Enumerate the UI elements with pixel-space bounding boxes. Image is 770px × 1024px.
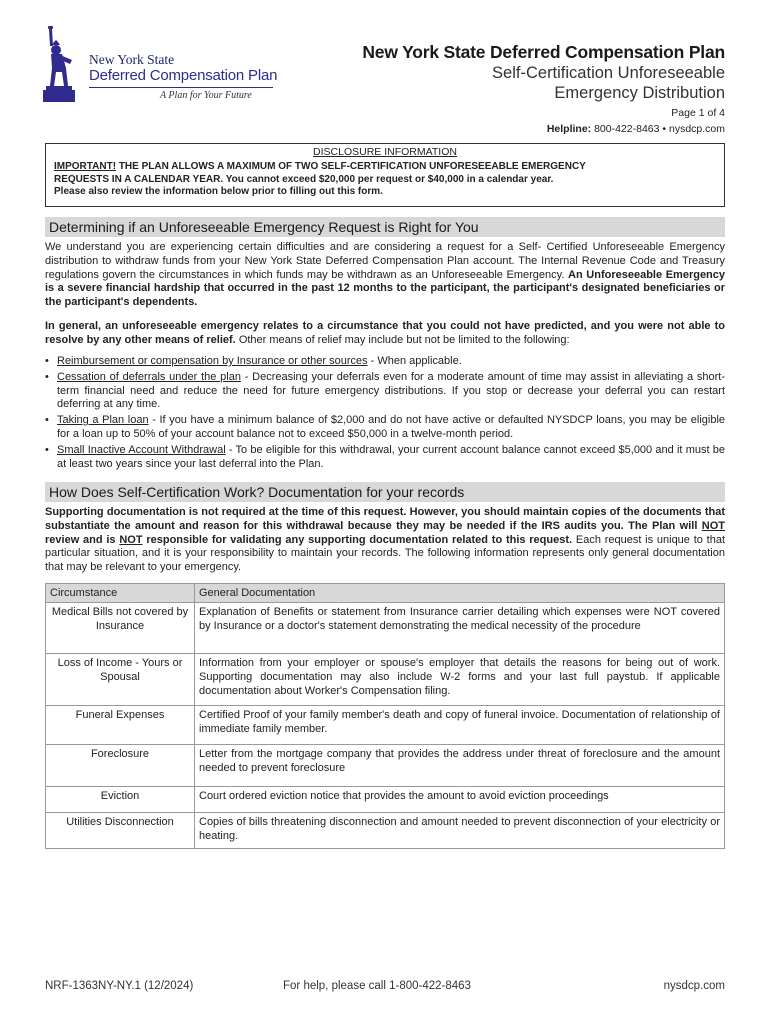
page-label: Page — [671, 107, 696, 119]
para1-definition: An Unforeseeable Emergency is a severe financial hardship that occurred in the past 12 months to the participant, the participant's designated beneficiaries or the participant's dependents. — [45, 268, 726, 309]
document-subtitle-line1: Self-Certification Unforeseeable — [492, 64, 725, 82]
circumstance-cell: Utilities Disconnection — [46, 813, 195, 849]
table-row — [46, 654, 725, 706]
documentation-cell: Explanation of Benefits or statement from Insurance carrier detailing which expenses were NOT covered by Insurance or a doctor's statement demonstrating the medical necessity of the procedure — [195, 603, 725, 654]
column-header-documentation: General Documentation — [195, 584, 725, 603]
column-header-circumstance: Circumstance — [46, 584, 195, 603]
table-row — [46, 603, 725, 654]
footer-help: For help, please call 1-800-422-8463 — [283, 980, 471, 992]
documentation-table — [45, 583, 725, 849]
page-count: 1 of 4 — [698, 107, 725, 119]
statue-of-liberty-icon — [42, 24, 88, 104]
documentation-cell: Information from your employer or spouse's employer that details the reasons for being out of work. Supporting documentation may also include W-2 forms and your last full paystub. If applicable documentation about Worker's Compensation filing. — [195, 654, 725, 706]
list-item — [45, 355, 725, 369]
table-header-row — [46, 584, 725, 603]
sec2-text: Each request is unique to that particular situation, and it is your responsibility to maintain your records. The following information represents only general documentation that may be relevant to your emergency. — [45, 533, 725, 574]
para2-text: Other means of relief may include but not be limited to the following: — [238, 333, 570, 346]
footer-site-link[interactable]: nysdcp.com — [663, 980, 725, 992]
table-row — [46, 706, 725, 745]
sec2-not1: NOT — [701, 519, 726, 532]
bullet-text: - If you have a minimum balance of $2,000 and do not have active or defaulted NYSDCP loans, you may be eligible for a loan up to 50% of your account balance not to exceed $50,000 in a twelve-month period. — [57, 414, 726, 440]
para2-bold: In general, an unforeseeable emergency relates to a circumstance that you could not have predicted, and you were not able to resolve by any other means of relief. — [45, 320, 725, 346]
bullet-title: Cessation of deferrals under the plan — [57, 370, 241, 383]
important-label: IMPORTANT! — [54, 161, 117, 172]
disclosure-title: DISCLOSURE INFORMATION — [313, 146, 457, 158]
bullet-text: - Decreasing your deferrals even for a moderate amount of time may assist in alleviating a short-term financial need and reduce the need for future emergency distributions. If you stop or decrease your deferral you can restart deferring at any time. — [57, 370, 725, 411]
table-row — [46, 813, 725, 849]
logo-tagline: A Plan for Your Future — [160, 90, 252, 101]
table-row — [46, 787, 725, 813]
circumstance-cell: Loss of Income - Yours or Spousal — [46, 654, 195, 706]
disclosure-text — [54, 161, 716, 199]
section-heading-determining: Determining if an Unforeseeable Emergency Request is Right for You — [45, 217, 725, 237]
documentation-cell: Letter from the mortgage company that provides the address under threat of foreclosure and the amount needed to prevent foreclosure — [195, 745, 725, 787]
documentation-cell: Certified Proof of your family member's death and copy of funeral invoice. Documentation of relationship of immediate family member. — [195, 706, 725, 745]
disclosure-box — [45, 143, 725, 207]
title-block — [362, 42, 725, 135]
circumstance-cell: Eviction — [46, 787, 195, 813]
document-title: New York State Deferred Compensation Plan — [362, 42, 725, 62]
documentation-cell: Copies of bills threatening disconnection and amount needed to prevent disconnection of your electricity or heating. — [195, 813, 725, 849]
bullet-title: Reimbursement or compensation by Insurance or other sources — [57, 355, 368, 367]
footer-form-id: NRF-1363NY-NY.1 (12/2024) — [45, 980, 194, 992]
section1-paragraph2 — [45, 320, 725, 348]
list-item — [45, 414, 725, 442]
bullet-title: Taking a Plan loan — [57, 414, 149, 427]
relief-options-list — [45, 355, 725, 473]
list-item — [45, 371, 725, 412]
section2-paragraph — [45, 506, 725, 575]
bullet-title: Small Inactive Account Withdrawal — [57, 443, 226, 456]
sec2-bold-b: review and is — [45, 533, 116, 546]
table-row — [46, 745, 725, 787]
logo-divider — [89, 87, 273, 88]
helpline-text: 800-422-8463 • nysdcp.com — [594, 123, 725, 135]
document-subtitle-line2: Emergency Distribution — [554, 84, 725, 102]
para1-text: We understand you are experiencing certain difficulties and are considering a request for a Self- Certified Unforeseeable Emergency distribution to withdraw funds from your New York State Deferred Compensation Plan account. The Internal Revenue Code and Treasury regulations govern the circumstances in which funds may be withdrawn as an Unforeseeable Emergency. — [45, 241, 725, 281]
disclosure-line3: Please also review the information below prior to filling out this form. — [54, 186, 383, 197]
section1-paragraph1 — [45, 241, 725, 310]
section-heading-self-certification: How Does Self-Certification Work? Documentation for your records — [45, 482, 725, 502]
logo-plan-name: Deferred Compensation Plan — [89, 67, 278, 84]
nysdcp-logo — [40, 24, 280, 108]
disclosure-line2: REQUESTS IN A CALENDAR YEAR. You cannot exceed $20,000 per request or $40,000 in a calendar year. — [54, 173, 554, 185]
circumstance-cell: Foreclosure — [46, 745, 195, 787]
helpline — [362, 123, 725, 135]
page-number — [362, 107, 725, 119]
list-item — [45, 444, 725, 472]
sec2-bold-c: responsible for validating any supporting documentation related to this request. — [146, 533, 573, 546]
bullet-text: - When applicable. — [367, 355, 462, 367]
sec2-not2: NOT — [119, 533, 143, 546]
helpline-label: Helpline: — [546, 123, 592, 135]
logo-state-name: New York State — [89, 52, 175, 67]
bullet-text: - To be eligible for this withdrawal, your current account balance cannot exceed $5,000 and it must be at least two years since your last deferral into the Plan. — [57, 443, 725, 470]
disclosure-line1: THE PLAN ALLOWS A MAXIMUM OF TWO SELF-CERTIFICATION UNFORESEEABLE EMERGENCY — [118, 161, 586, 172]
circumstance-cell: Medical Bills not covered by Insurance — [46, 603, 195, 654]
sec2-bold-a: Supporting documentation is not required at the time of this request. However, you should maintain copies of the documents that substantiate the amount and reason for this withdrawal because they may be needed if the IRS audits you. The Plan will — [45, 506, 725, 532]
circumstance-cell: Funeral Expenses — [46, 706, 195, 745]
documentation-cell: Court ordered eviction notice that provides the amount to avoid eviction proceedings — [195, 787, 725, 813]
